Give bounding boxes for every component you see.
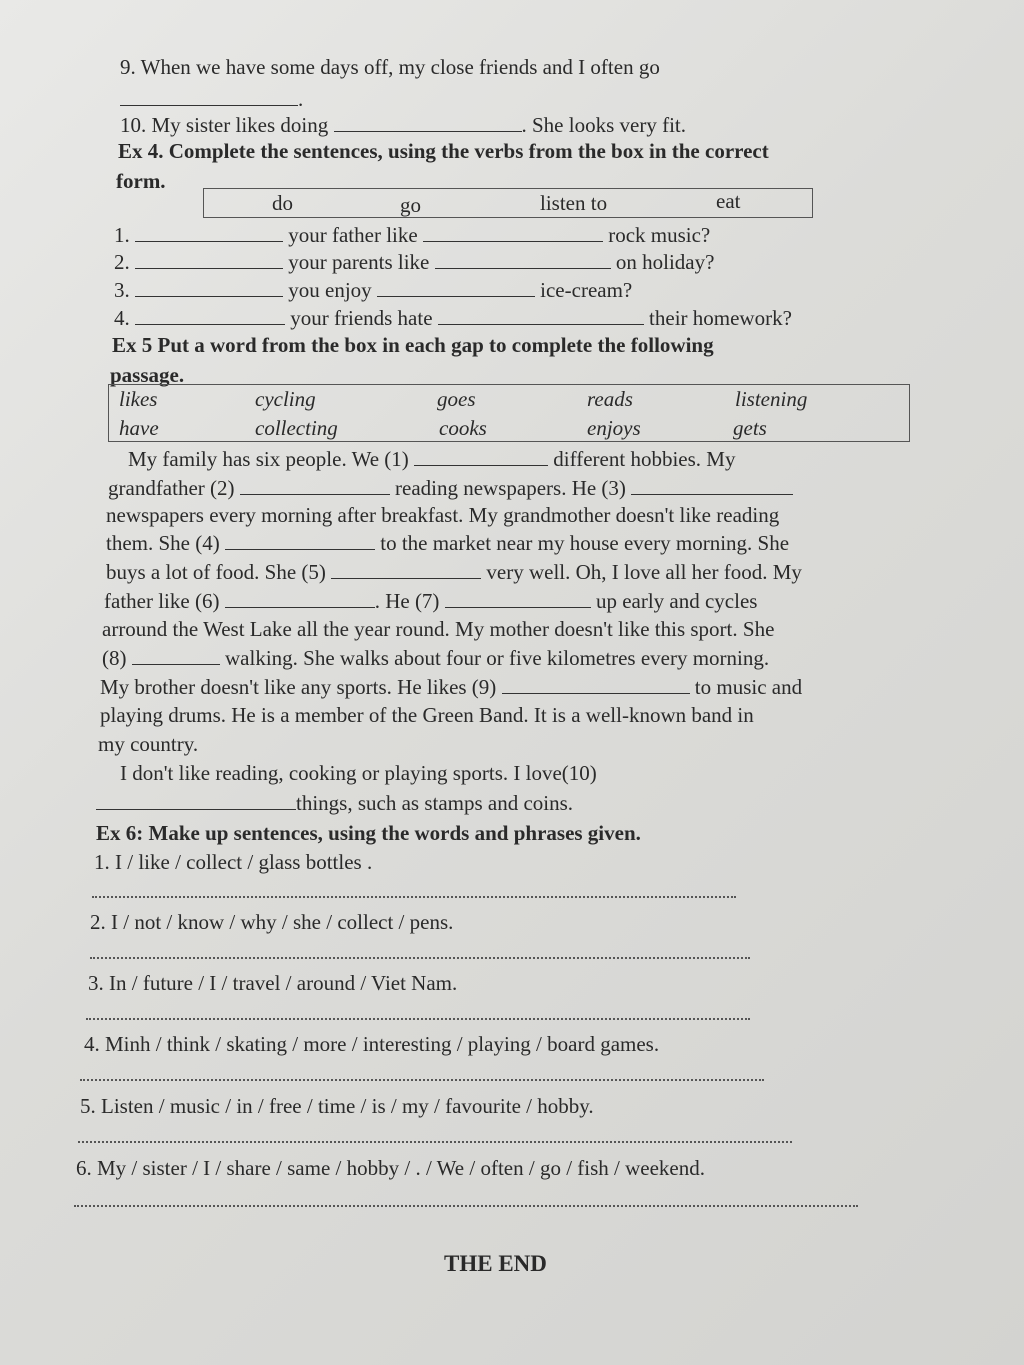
q9-text: 9. When we have some days off, my close friends and I often go bbox=[120, 55, 660, 79]
item-text: ice-cream? bbox=[540, 278, 633, 302]
item-text: your friends hate bbox=[290, 306, 433, 330]
passage-text: up early and cycles bbox=[595, 589, 758, 613]
item-text: on holiday? bbox=[615, 250, 715, 274]
answer-line-5[interactable] bbox=[78, 1141, 792, 1143]
item-number: 1. bbox=[114, 223, 130, 247]
passage-text: very well. Oh, I love all her food. My bbox=[486, 560, 802, 584]
ex5-box-word: likes bbox=[119, 387, 158, 411]
passage-line-12: I don't like reading, cooking or playing sports. I love(10) bbox=[120, 761, 597, 785]
ex5-box-word: listening bbox=[735, 387, 808, 411]
passage-text: (8) bbox=[102, 646, 127, 670]
item-number: 3. bbox=[114, 278, 130, 302]
ex6-item-6: 6. My / sister / I / share / same / hobby / . / We / often / go / fish / weekend. bbox=[76, 1156, 705, 1180]
blank-ex5-6[interactable] bbox=[225, 589, 375, 608]
blank-ex4-3a[interactable] bbox=[135, 278, 283, 297]
blank-ex4-1a[interactable] bbox=[135, 223, 283, 242]
passage-text: to music and bbox=[694, 675, 803, 699]
q10-text-b: . She looks very fit. bbox=[521, 113, 686, 137]
passage-line-1 bbox=[128, 446, 735, 472]
ex5-box-word: gets bbox=[733, 416, 767, 440]
passage-text: to the market near my house every morning. She bbox=[380, 531, 790, 555]
passage-line-13 bbox=[96, 790, 573, 816]
ex5-title: Ex 5 Put a word from the box in each gap to complete the following bbox=[112, 333, 714, 357]
passage-text: them. She (4) bbox=[106, 531, 220, 555]
ex6-item-3: 3. In / future / I / travel / around / Viet Nam. bbox=[88, 971, 458, 995]
ex6-title: Ex 6: Make up sentences, using the words and phrases given. bbox=[96, 821, 641, 845]
blank-ex4-4b[interactable] bbox=[438, 306, 644, 325]
ex4-title: Ex 4. Complete the sentences, using the verbs from the box in the correct bbox=[118, 139, 769, 163]
passage-text: different hobbies. My bbox=[553, 447, 736, 471]
item-text: your parents like bbox=[288, 250, 430, 274]
passage-text: My family has six people. We (1) bbox=[128, 447, 409, 471]
ex4-item-2 bbox=[114, 249, 714, 275]
answer-line-6[interactable] bbox=[74, 1205, 858, 1207]
passage-line-9 bbox=[100, 674, 802, 700]
ex4-item-1 bbox=[114, 222, 710, 248]
ex6-item-4: 4. Minh / think / skating / more / interesting / playing / board games. bbox=[84, 1032, 660, 1056]
item-number: 4. bbox=[114, 306, 130, 330]
blank-q9[interactable] bbox=[120, 87, 298, 106]
ex4-box-word: listen to bbox=[540, 191, 608, 215]
passage-text: . He (7) bbox=[374, 589, 440, 613]
blank-ex5-3[interactable] bbox=[631, 476, 793, 495]
the-end-footer: THE END bbox=[444, 1251, 547, 1276]
ex4-box-word: do bbox=[272, 191, 293, 215]
ex5-box-word: reads bbox=[587, 387, 633, 411]
passage-line-2 bbox=[108, 475, 793, 501]
answer-line-1[interactable] bbox=[92, 896, 736, 898]
ex5-box-word: cycling bbox=[255, 387, 316, 411]
answer-line-4[interactable] bbox=[80, 1079, 764, 1081]
blank-ex5-4[interactable] bbox=[225, 531, 375, 550]
passage-line-5 bbox=[106, 559, 802, 585]
passage-text: father like (6) bbox=[104, 589, 220, 613]
blank-ex5-2[interactable] bbox=[240, 476, 390, 495]
passage-line-6 bbox=[104, 588, 757, 614]
answer-line-2[interactable] bbox=[90, 957, 750, 959]
blank-ex5-10[interactable] bbox=[96, 791, 296, 810]
passage-line-11: my country. bbox=[98, 732, 199, 756]
ex4-item-4 bbox=[114, 305, 792, 331]
ex6-item-1: 1. I / like / collect / glass bottles . bbox=[94, 850, 373, 874]
ex5-box-word: collecting bbox=[255, 416, 338, 440]
passage-line-4 bbox=[106, 530, 789, 556]
blank-ex5-8[interactable] bbox=[132, 646, 220, 665]
ex5-word-box bbox=[108, 384, 910, 442]
ex4-verb-box bbox=[203, 188, 813, 218]
q10-text-a: 10. My sister likes doing bbox=[120, 113, 329, 137]
passage-text: things, such as stamps and coins. bbox=[296, 791, 574, 815]
answer-line-3[interactable] bbox=[86, 1018, 750, 1020]
ex5-box-word: enjoys bbox=[587, 416, 641, 440]
passage-line-7: arround the West Lake all the year round. My mother doesn't like this sport. She bbox=[102, 617, 775, 641]
item-text: your father like bbox=[288, 223, 418, 247]
passage-text: grandfather (2) bbox=[108, 476, 235, 500]
blank-ex4-2b[interactable] bbox=[435, 250, 611, 269]
q9-period: . bbox=[298, 87, 304, 111]
item-text: rock music? bbox=[608, 223, 711, 247]
passage-text: reading newspapers. He (3) bbox=[395, 476, 626, 500]
ex4-item-3 bbox=[114, 277, 632, 303]
blank-ex5-1[interactable] bbox=[414, 447, 548, 466]
blank-ex4-1b[interactable] bbox=[423, 223, 603, 242]
ex4-title-cont: form. bbox=[116, 169, 166, 193]
blank-ex5-5[interactable] bbox=[331, 560, 481, 579]
q10-line bbox=[120, 112, 686, 138]
ex5-box-word: goes bbox=[437, 387, 476, 411]
ex4-box-word: go bbox=[400, 193, 421, 217]
blank-ex5-7[interactable] bbox=[445, 589, 591, 608]
blank-ex4-3b[interactable] bbox=[377, 278, 535, 297]
ex5-box-word: have bbox=[119, 416, 159, 440]
ex5-title-cont: passage. bbox=[110, 363, 185, 387]
blank-ex4-4a[interactable] bbox=[135, 306, 285, 325]
blank-ex4-2a[interactable] bbox=[135, 250, 283, 269]
passage-line-3: newspapers every morning after breakfast. My grandmother doesn't like reading bbox=[106, 503, 780, 527]
blank-q10[interactable] bbox=[334, 113, 522, 132]
ex5-box-word: cooks bbox=[439, 416, 487, 440]
ex6-item-2: 2. I / not / know / why / she / collect / pens. bbox=[90, 910, 454, 934]
blank-ex5-9[interactable] bbox=[502, 675, 690, 694]
passage-text: buys a lot of food. She (5) bbox=[106, 560, 326, 584]
passage-text: My brother doesn't like any sports. He likes (9) bbox=[100, 675, 497, 699]
ex6-item-5: 5. Listen / music / in / free / time / is / my / favourite / hobby. bbox=[80, 1094, 594, 1118]
item-number: 2. bbox=[114, 250, 130, 274]
ex4-box-word: eat bbox=[716, 189, 741, 213]
passage-line-10: playing drums. He is a member of the Green Band. It is a well-known band in bbox=[100, 703, 754, 727]
item-text: their homework? bbox=[649, 306, 792, 330]
q9-answer-line bbox=[120, 86, 303, 112]
passage-text: walking. She walks about four or five kilometres every morning. bbox=[225, 646, 770, 670]
item-text: you enjoy bbox=[288, 278, 372, 302]
passage-line-8 bbox=[102, 645, 769, 671]
